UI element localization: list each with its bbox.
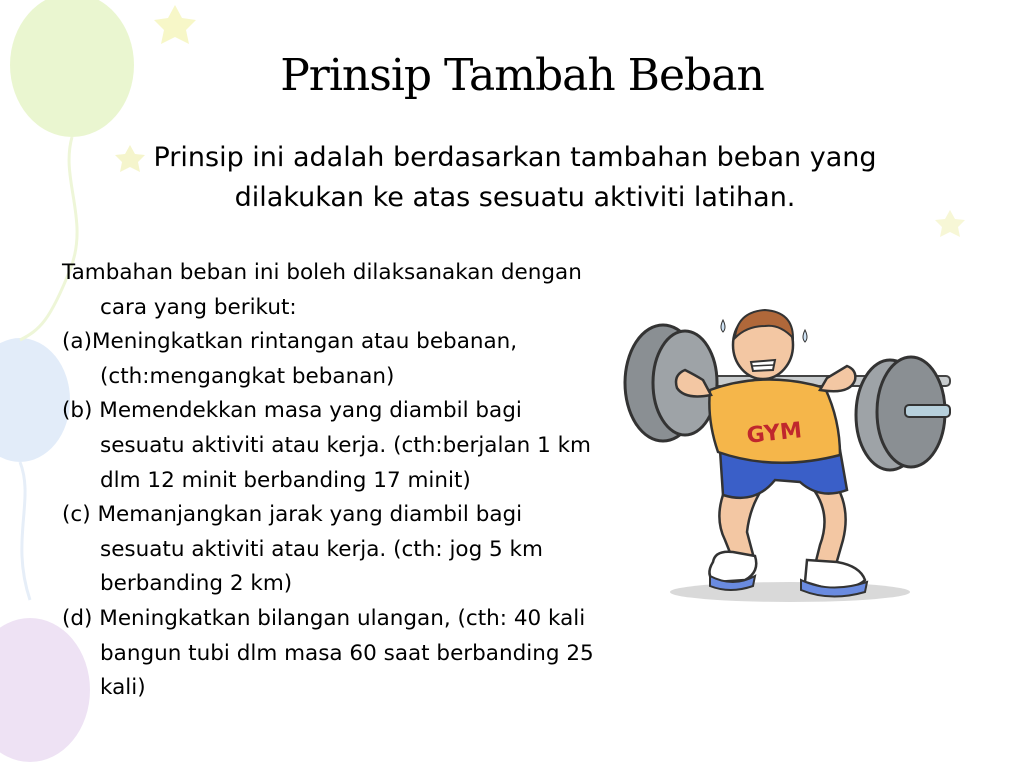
balloon-blue xyxy=(0,338,70,462)
shirt-label: GYM xyxy=(745,418,804,449)
barbell-end xyxy=(905,405,950,417)
list-marker: (c) xyxy=(62,502,98,528)
list-item xyxy=(62,394,602,498)
balloon-string xyxy=(20,462,30,600)
weightlifter-illustration xyxy=(615,300,960,610)
left-shoe xyxy=(709,552,756,582)
right-arm xyxy=(820,366,855,391)
sweat-drop xyxy=(721,320,725,332)
list-marker: (a) xyxy=(62,329,92,355)
list-item xyxy=(62,602,602,706)
list-item-text: Meningkatkan bilangan ulangan, (cth: 40 kali bangun tubi dlm masa 60 saat berbanding 25 kali) xyxy=(99,605,594,701)
teeth-line xyxy=(752,365,774,366)
slide-subtitle: Prinsip ini adalah berdasarkan tambahan beban yang dilakukan ke atas sesuatu aktiviti latihan. xyxy=(153,142,877,213)
star-shape xyxy=(154,5,196,44)
list-item-text: Meningkatkan rintangan atau bebanan, (cth:mengangkat bebanan) xyxy=(91,329,518,389)
list-item-text: Memanjangkan jarak yang diambil bagi sesuatu aktiviti atau kerja. (cth: jog 5 km berbanding 2 km) xyxy=(97,502,543,597)
ground-shadow xyxy=(670,582,910,602)
sweat-drop xyxy=(803,330,807,342)
list-item xyxy=(62,325,602,394)
list-item-text: Memendekkan masa yang diambil bagi sesuatu aktiviti atau kerja. (cth:berjalan 1 km dlm 12 minit berbanding 17 minit) xyxy=(99,398,591,493)
slide-title: Prinsip Tambah Beban xyxy=(280,50,764,101)
list-item xyxy=(62,498,602,602)
list-marker: (d) xyxy=(62,605,100,631)
body-text xyxy=(62,256,602,706)
list-marker: (b) xyxy=(62,398,100,424)
intro-paragraph: Tambahan beban ini boleh dilaksanakan dengan cara yang berikut: xyxy=(62,260,582,320)
